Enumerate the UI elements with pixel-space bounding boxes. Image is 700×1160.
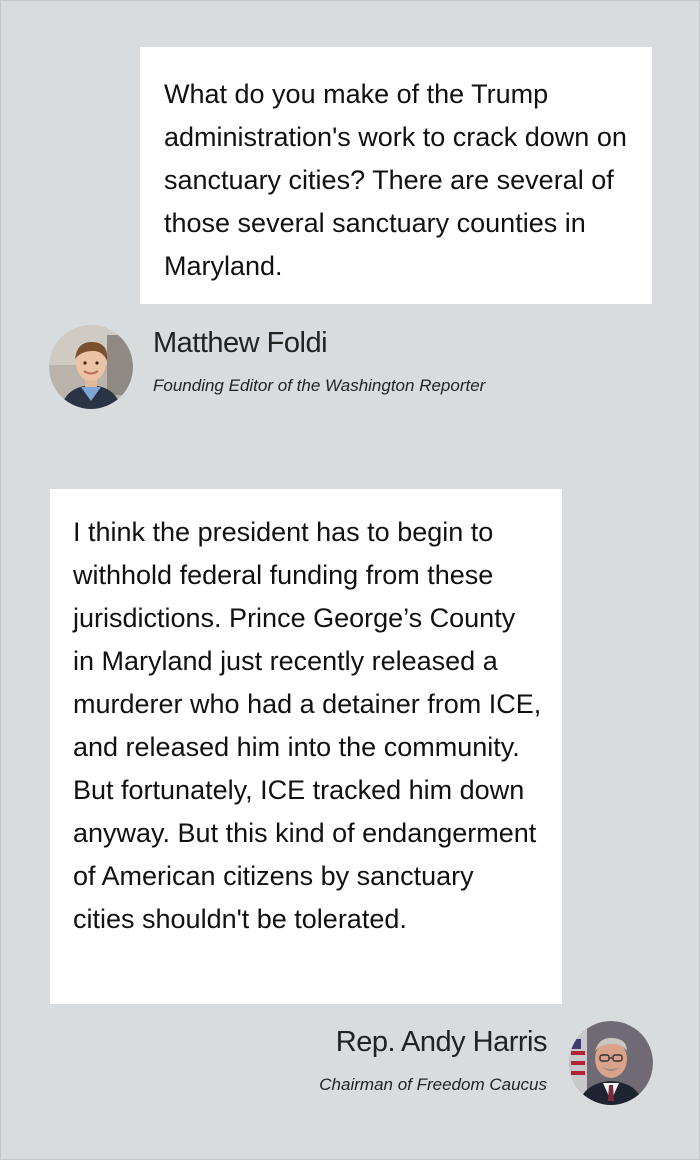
question-bubble bbox=[140, 47, 652, 304]
foldi-avatar-icon bbox=[49, 325, 133, 409]
answer-bubble bbox=[50, 489, 562, 1004]
question-text: What do you make of the Trump administration's work to crack down on sanctuary cities? There are several of those several sanctuary counties in Maryland. bbox=[164, 79, 627, 281]
interviewer-name: Matthew Foldi bbox=[153, 327, 328, 359]
harris-avatar-icon bbox=[569, 1021, 653, 1105]
respondent-title: Chairman of Freedom Caucus bbox=[319, 1075, 547, 1094]
interviewer-title: Founding Editor of the Washington Reporter bbox=[153, 376, 486, 395]
answer-text: I think the president has to begin to withhold federal funding from these jurisdictions. Prince George’s County in Maryland just recently released a murderer who had a detainer from ICE, and released him into the community. But fortunately, ICE tracked him down anyway. But this kind of endangerment of American citizens by sanctuary cities shouldn't be tolerated. bbox=[73, 517, 542, 934]
respondent-name: Rep. Andy Harris bbox=[335, 1026, 547, 1058]
